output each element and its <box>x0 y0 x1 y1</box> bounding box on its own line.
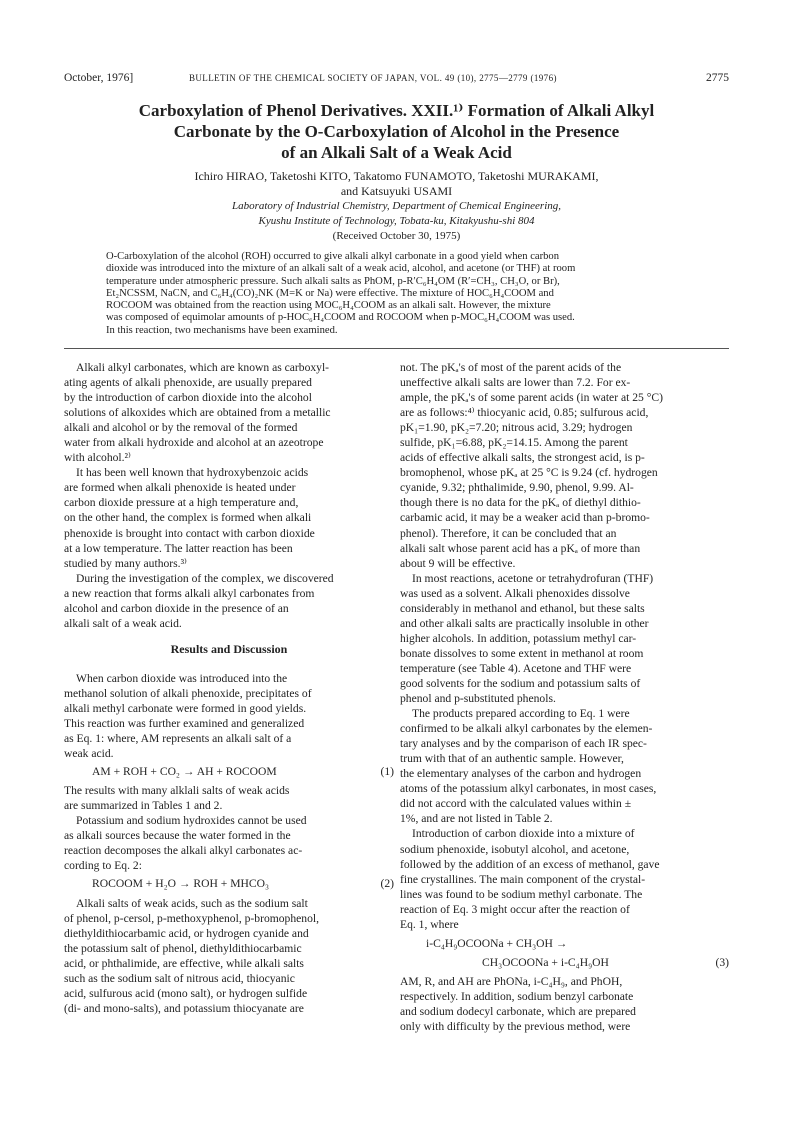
text-line: only with difficulty by the previous method, were <box>400 1020 631 1034</box>
text-line: The results with many alklali salts of weak acids <box>64 784 290 798</box>
section-heading: Results and Discussion <box>170 641 288 656</box>
affiliation <box>64 199 729 229</box>
text-line: reaction decomposes the alkali alkyl carbonates ac- <box>64 844 303 858</box>
paragraph <box>64 465 394 570</box>
text-line: alkali salt of a weak acid. <box>64 616 182 630</box>
text-line: cyanide, 9.32; phthalimide, 9.90, phenol, 9.99. Al- <box>400 481 634 495</box>
text-line: at a low temperature. The latter reaction has been <box>64 541 293 555</box>
paragraph <box>64 813 394 873</box>
equation-body: ROCOOM + H₂O → ROH + MHCO₃ <box>92 877 270 891</box>
text-line: Introduction of carbon dioxide into a mixture of <box>412 827 635 841</box>
text-line: Alkali salts of weak acids, such as the sodium salt <box>76 896 308 910</box>
text-line: not. The pKₐ's of most of the parent acids of the <box>400 361 622 374</box>
paragraph <box>64 571 394 631</box>
text-line: the elementary analyses of the carbon and hydrogen <box>400 767 642 781</box>
text-line: tary analyses and by the comparison of each IR spec- <box>400 737 647 751</box>
left-column <box>64 360 394 1016</box>
text-line: alkali and alcohol or by the removal of the formed <box>64 421 298 435</box>
text-line: are summarized in Tables 1 and 2. <box>64 799 223 813</box>
text-line: and other alkali salts are practically insoluble in other <box>400 616 649 630</box>
text-line: The products prepared according to Eq. 1 were <box>412 707 630 721</box>
text-line: alkali salt whose parent acid has a pKₐ of more than <box>400 541 641 555</box>
text-line: In most reactions, acetone or tetrahydrofuran (THF) <box>412 571 654 585</box>
affiliation-line: Kyushu Institute of Technology, Tobata-ku, Kitakyushu-shi 804 <box>258 215 535 227</box>
text-line: solutions of alkoxides which are obtained from a metallic <box>64 406 331 420</box>
text-line: are as follows:⁴⁾ thiocyanic acid, 0.85; sulfurous acid, <box>400 406 649 420</box>
spacer <box>64 631 394 642</box>
paragraph <box>400 360 729 571</box>
text-line: by the introduction of carbon dioxide into the alcohol <box>64 391 312 405</box>
text-line: This reaction was further examined and generalized <box>64 716 305 730</box>
equation-body: i-C₄H₉OCOONa + CH₃OH → <box>426 936 568 950</box>
text-line: diethyldithiocarbamic acid, or hydrogen cyanide and <box>64 926 309 940</box>
text-line: followed by the addition of an excess of methanol, gave <box>400 857 660 871</box>
paragraph <box>64 896 394 1016</box>
paragraph <box>400 571 729 706</box>
text-line: Potassium and sodium hydroxides cannot be used <box>76 814 307 828</box>
text-line: good solvents for the sodium and potassium salts of <box>400 676 641 690</box>
right-column <box>400 360 729 1034</box>
text-line: Eq. 1, where <box>400 917 459 931</box>
text-line: temperature (see Table 4). Acetone and THF were <box>400 661 632 675</box>
text-line: as Eq. 1: where, AM represents an alkali salt of a <box>64 732 292 746</box>
spacer <box>64 660 394 671</box>
text-line: During the investigation of the complex, we discovered <box>76 571 334 585</box>
paragraph <box>400 706 729 826</box>
text-line: bonate dissolves to some extent in methanol at room <box>400 646 644 660</box>
author-list <box>64 169 729 199</box>
paragraph <box>400 974 729 1034</box>
title-line: Carbonate by the O-Carboxylation of Alcohol in the Presence <box>173 122 620 141</box>
text-line: uneffective alkali salts are lower than 7.2. For ex- <box>400 376 631 390</box>
text-line: are formed when alkali phenoxide is heated under <box>64 481 296 495</box>
equation-number: (2) <box>380 877 394 891</box>
text-line: acid, or phthalimide, are effective, while alkali salts <box>64 956 304 970</box>
text-line: phenol). Therefore, it can be concluded that an <box>400 526 617 540</box>
author-line: Ichiro HIRAO, Taketoshi KITO, Takatomo FUNAMOTO, Taketoshi MURAKAMI, <box>194 169 599 183</box>
equation-3-line-1 <box>400 936 729 951</box>
text-line: sodium phenoxide, isobutyl alcohol, and acetone, <box>400 842 630 856</box>
text-line: of phenol, p-cersol, p-methoxyphenol, p-bromophenol, <box>64 911 320 925</box>
header-page-number: 2775 <box>706 72 729 84</box>
text-line: ample, the pKₐ's of some parent acids (in water at 25 °C) <box>400 391 663 405</box>
text-line: did not accord with the calculated values within ± <box>400 797 632 811</box>
text-line: alcohol and carbon dioxide in the presence of an <box>64 601 289 615</box>
author-line: and Katsuyuki USAMI <box>340 184 453 198</box>
header-date: October, 1976] <box>64 72 134 84</box>
text-line: higher alcohols. In addition, potassium methyl car- <box>400 631 637 645</box>
text-line: was used as a solvent. Alkali phenoxides dissolve <box>400 586 630 600</box>
text-line: water from alkali hydroxide and alcohol at an azeotrope <box>64 436 324 450</box>
text-line: pK₁=1.90, pK₂=7.20; nitrous acid, 3.29; hydrogen <box>400 421 633 435</box>
text-line: on the other hand, the complex is formed when alkali <box>64 511 312 525</box>
text-line: methanol solution of alkali phenoxide, precipitates of <box>64 686 312 700</box>
text-line: acids of effective alkali salts, the strongest acid, is p- <box>400 451 645 465</box>
text-line: sulfide, pK₁=6.88, pK₂=14.15. Among the parent <box>400 436 628 450</box>
text-line: such as the sodium salt of nitrous acid, thiocyanic <box>64 971 295 985</box>
text-line: considerably in methanol and ethanol, but these salts <box>400 601 645 615</box>
text-line: confirmed to be alkali alkyl carbonates by the elemen- <box>400 722 653 736</box>
abstract-line: O-Carboxylation of the alcohol (ROH) occurred to give alkali alkyl carbonate in a good yield when carbon <box>106 251 560 262</box>
received-date: (Received October 30, 1975) <box>332 230 461 242</box>
abstract-line: ROCOOM was obtained from the reaction using MOC₆H₄COOM as an alkali salt. However, the mixture <box>106 300 551 312</box>
text-line: though there is no data for the pKₐ of diethyl dithio- <box>400 496 641 510</box>
header-journal: BULLETIN OF THE CHEMICAL SOCIETY OF JAPAN, VOL. 49 (10), 2775—2779 (1976) <box>189 73 557 83</box>
text-line: (di- and mono-salts), and potassium thiocyanate are <box>64 1001 304 1015</box>
equation-2 <box>64 876 394 891</box>
text-line: carbon dioxide pressure at a high temperature and, <box>64 496 299 510</box>
text-line: with alcohol.²⁾ <box>64 451 131 465</box>
text-line: reaction of Eq. 3 might occur after the reaction of <box>400 902 630 916</box>
text-line: Alkali alkyl carbonates, which are known as carboxyl- <box>76 361 330 374</box>
paragraph <box>64 783 394 813</box>
abstract-line: dioxide was introduced into the mixture of an alkali salt of a weak acid, alcohol, and acetone (or THF) at room <box>106 263 576 275</box>
text-line: a new reaction that forms alkali alkyl carbonates from <box>64 586 315 600</box>
text-line: carbamic acid, it may be a weaker acid than p-bromo- <box>400 511 650 525</box>
abstract-line: In this reaction, two mechanisms have been examined. <box>106 324 338 336</box>
text-line: phenol and p-substituted phenols. <box>400 692 556 706</box>
abstract <box>106 251 688 337</box>
text-line: AM, R, and AH are PhONa, i-C₄H₉, and PhOH, <box>400 974 623 988</box>
affiliation-line: Laboratory of Industrial Chemistry, Department of Chemical Engineering, <box>231 200 562 212</box>
text-line: trum with that of an authentic sample. However, <box>400 752 624 766</box>
equation-number: (1) <box>380 765 394 779</box>
text-line: alkali methyl carbonate were formed in good yields. <box>64 701 307 715</box>
title-line: of an Alkali Salt of a Weak Acid <box>281 143 512 162</box>
text-line: ating agents of alkali phenoxide, are usually prepared <box>64 376 312 390</box>
equation-3-line-2 <box>400 955 729 970</box>
equation-number: (3) <box>715 955 729 969</box>
paper-title <box>64 100 729 163</box>
equation-body: CH₃OCOONa + i-C₄H₉OH <box>482 955 609 969</box>
text-line: lines was found to be sodium methyl carbonate. The <box>400 887 643 901</box>
text-line: phenoxide is brought into contact with carbon dioxide <box>64 526 315 540</box>
text-line: studied by many authors.³⁾ <box>64 556 187 570</box>
equation-1 <box>64 764 394 779</box>
section-divider <box>64 348 729 349</box>
abstract-line: temperature under atmospheric pressure. Such alkali salts as PhOM, p-R′C₆H₄OM (R′=CH₃, CH₃O, or Br), <box>106 275 560 287</box>
text-line: cording to Eq. 2: <box>64 859 142 873</box>
text-line: fine crystallines. The main component of the crystal- <box>400 872 646 886</box>
text-line: When carbon dioxide was introduced into the <box>76 671 288 685</box>
text-line: atoms of the potassium alkyl carbonates, in most cases, <box>400 782 657 796</box>
text-line: as alkali sources because the water formed in the <box>64 829 291 843</box>
text-line: bromophenol, whose pKₐ at 25 °C is 9.24 (cf. hydrogen <box>400 466 658 480</box>
abstract-line: Et₂NCSSM, NaCN, and C₆H₄(CO)₂NK (M=K or Na) were effective. The mixture of HOC₆H₄COOM and <box>106 287 554 299</box>
paragraph <box>64 671 394 761</box>
text-line: and sodium dodecyl carbonate, which are prepared <box>400 1004 636 1018</box>
text-line: weak acid. <box>64 747 114 761</box>
text-line: acid, sulfurous acid (mono salt), or hydrogen sulfide <box>64 986 308 1000</box>
paragraph <box>400 826 729 931</box>
abstract-line: was composed of equimolar amounts of p-HOC₆H₄COOM and ROCOOM when p-MOC₆H₄COOM was used. <box>106 312 575 324</box>
text-line: the potassium salt of phenol, diethyldithiocarbamic <box>64 941 302 955</box>
title-line: Carboxylation of Phenol Derivatives. XXII.¹⁾ Formation of Alkali Alkyl <box>138 101 655 120</box>
text-line: about 9 will be effective. <box>400 556 516 570</box>
equation-body: AM + ROH + CO₂ → AH + ROCOOM <box>92 765 277 779</box>
paragraph <box>64 360 394 465</box>
running-header <box>64 72 729 86</box>
text-line: 1%, and are not listed in Table 2. <box>400 812 553 826</box>
text-line: It has been well known that hydroxybenzoic acids <box>76 466 309 480</box>
text-line: respectively. In addition, sodium benzyl carbonate <box>400 989 634 1003</box>
